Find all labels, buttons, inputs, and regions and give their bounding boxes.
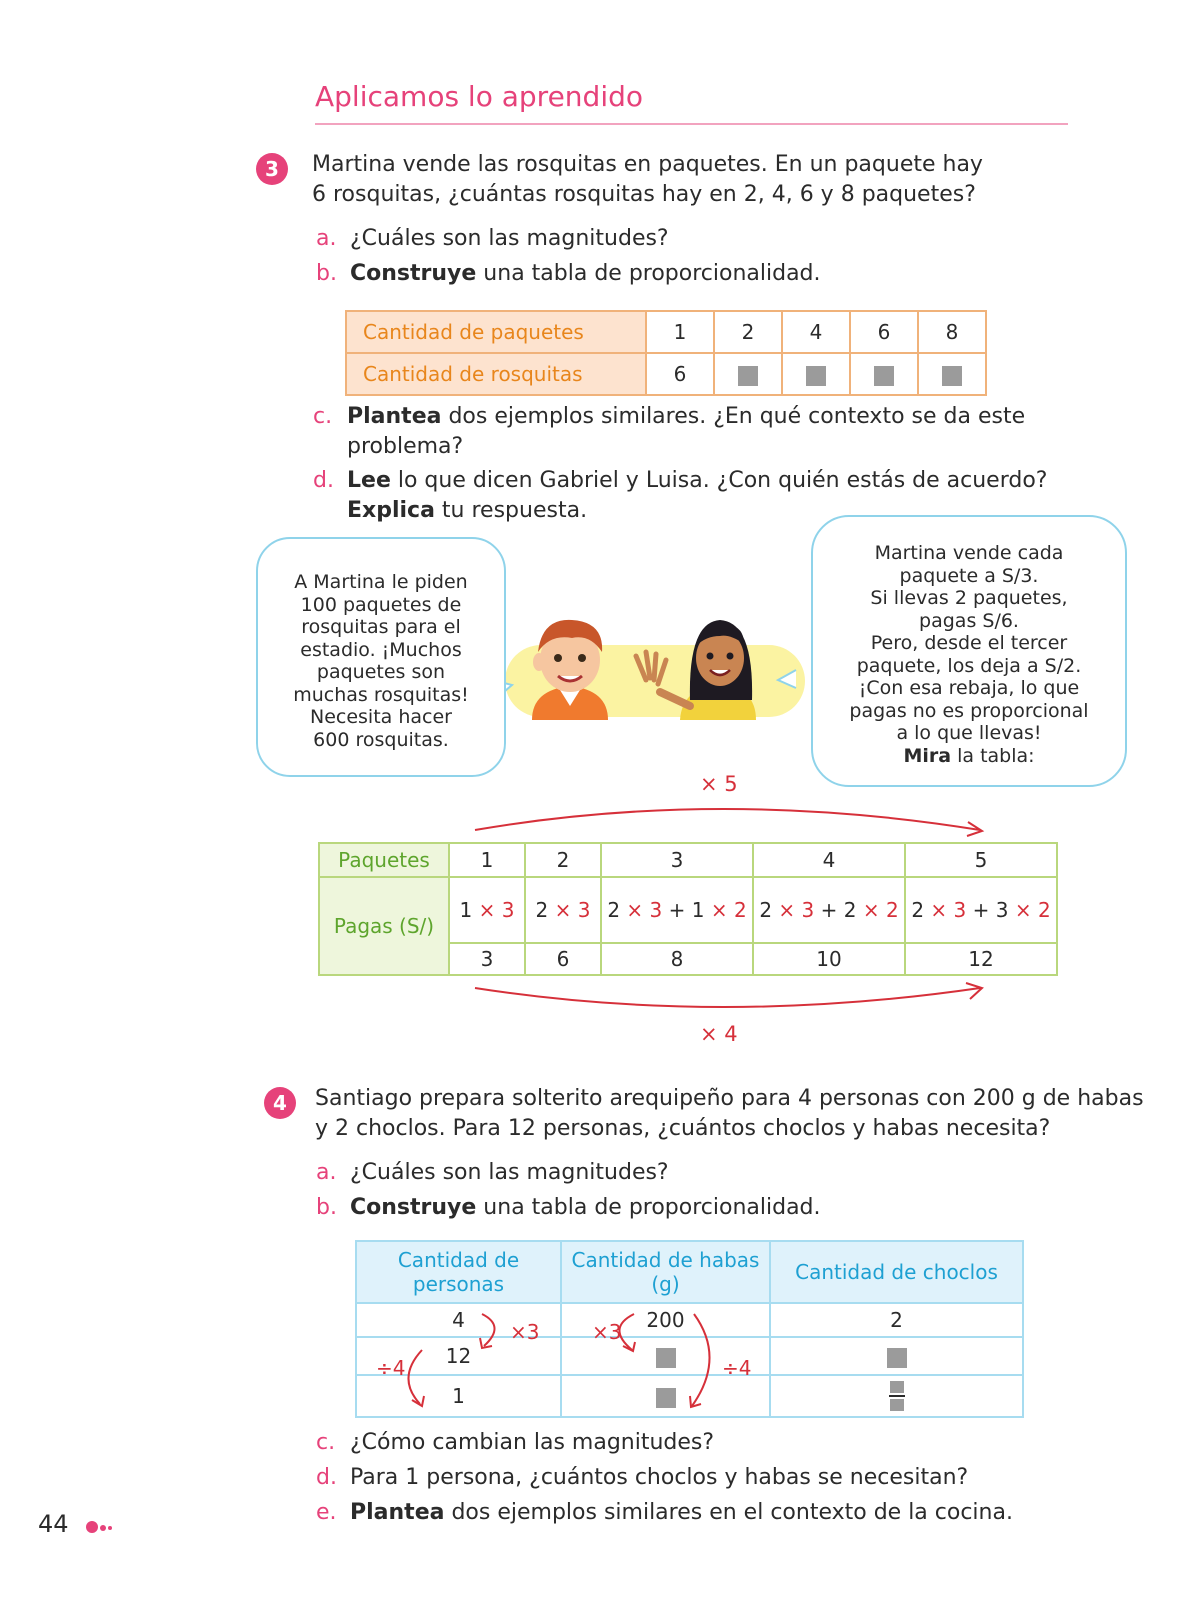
item-text: dos ejemplos similares en el contexto de la cocina. [444, 1500, 1013, 1525]
row-header-pagas: Pagas (S/) [319, 877, 449, 975]
gabriel-character [532, 620, 608, 720]
problem-4-text [315, 1084, 1144, 1144]
blank-cell [770, 1337, 1023, 1375]
arrow-times-4 [470, 980, 990, 1020]
op-div4-personas: ÷4 [376, 1356, 406, 1380]
item-letter: b. [316, 261, 337, 286]
table-row [346, 311, 986, 353]
bubble-line [813, 745, 1125, 768]
table-cell: 12 [905, 943, 1057, 975]
table-cell: 1 [356, 1375, 561, 1417]
formula-part: 2 [607, 898, 627, 922]
rosquitas-table [345, 310, 987, 396]
problem-3-item-c [313, 402, 1053, 462]
formula-part: 2 [535, 898, 555, 922]
item-letter: b. [316, 1195, 337, 1220]
table-cell: 6 [850, 311, 918, 353]
item-letter: e. [316, 1500, 337, 1525]
formula-part: × 3 [554, 898, 591, 922]
blank-square [942, 366, 962, 386]
blank-square [887, 1348, 907, 1368]
table-operator-arrows [370, 1308, 720, 1418]
item-bold-verb: Construye [350, 1195, 477, 1220]
formula-part: × 3 [478, 898, 515, 922]
item-text: ¿Cuáles son las magnitudes? [350, 226, 669, 251]
bubble-line: muchas rosquitas! [293, 683, 469, 706]
bubble-line: paquete a S/3. [899, 564, 1039, 587]
bubble-bold: Mira [903, 744, 952, 767]
table-cell: 1 [449, 843, 525, 877]
header-choclos: Cantidad de choclos [770, 1241, 1023, 1303]
title-divider [315, 123, 1068, 125]
blank-fraction-cell [770, 1375, 1023, 1417]
bubble-line: Necesita hacer [310, 706, 452, 728]
problem-4-item-a [316, 1158, 669, 1188]
bubble-line: Martina vende cada [874, 542, 1064, 564]
table-row [356, 1241, 1023, 1303]
arrow-top-label: × 5 [700, 772, 738, 796]
op-times3-habas: ×3 [592, 1320, 622, 1344]
table-cell: 4 [356, 1303, 561, 1337]
header-personas: Cantidad de personas [356, 1241, 561, 1303]
page-number: 44 [38, 1510, 69, 1538]
item-text: Para 1 persona, ¿cuántos choclos y habas se necesitan? [350, 1465, 969, 1490]
problem-3-item-a [316, 224, 669, 254]
row-header-rosquitas: Cantidad de rosquitas [346, 353, 646, 395]
blank-square [738, 366, 758, 386]
problem-4-line1: Santiago prepara solterito arequipeño para 4 personas con 200 g de habas [315, 1086, 1144, 1111]
item-letter: a. [316, 1160, 337, 1185]
header-habas: Cantidad de habas (g) [561, 1241, 770, 1303]
item-text: ¿Cuáles son las magnitudes? [350, 1160, 669, 1185]
item-text: problema? [347, 434, 464, 459]
blank-cell [850, 353, 918, 395]
item-letter: d. [313, 468, 334, 493]
payment-table [318, 842, 1058, 976]
formula-part: + 3 [966, 898, 1015, 922]
problem-3-line1: Martina vende las rosquitas en paquetes. En un paquete hay [312, 152, 983, 177]
blank-cell [782, 353, 850, 395]
table-cell: 200 [561, 1303, 770, 1337]
section-title: Aplicamos lo aprendido [315, 80, 644, 113]
item-text: dos ejemplos similares. ¿En qué contexto se da este [441, 404, 1026, 429]
table-cell: 4 [782, 311, 850, 353]
problem-3-line2: 6 rosquitas, ¿cuántas rosquitas hay en 2, 4, 6 y 8 paquetes? [312, 182, 976, 207]
item-letter: d. [316, 1465, 337, 1490]
bubble-text: la tabla: [951, 744, 1035, 767]
table-row [346, 353, 986, 395]
item-bold-verb: Plantea [347, 404, 442, 429]
arrow-times-5 [470, 800, 990, 840]
formula-cell [905, 877, 1057, 943]
formula-cell [525, 877, 601, 943]
item-bold-verb: Plantea [350, 1500, 445, 1525]
bubble-line: paquetes son [316, 661, 446, 683]
bubble-line: pagas no es proporcional [849, 699, 1089, 722]
formula-cell [449, 877, 525, 943]
problem-4-badge: 4 [264, 1087, 296, 1119]
table-cell: 8 [918, 311, 986, 353]
bubble-line: 100 paquetes de [300, 593, 462, 616]
row-header-paquetes: Paquetes [319, 843, 449, 877]
item-text: ¿Cómo cambian las magnitudes? [350, 1430, 715, 1455]
blank-square [806, 366, 826, 386]
table-cell: 8 [601, 943, 753, 975]
problem-3-item-b [316, 259, 821, 289]
item-text: tu respuesta. [434, 498, 588, 523]
formula-part: 1 [459, 898, 479, 922]
item-letter: c. [316, 1430, 336, 1455]
formula-part: × 2 [862, 898, 899, 922]
table-cell: 2 [525, 843, 601, 877]
problem-4-item-e [316, 1498, 1013, 1528]
formula-part: × 2 [710, 898, 747, 922]
table-cell: 2 [770, 1303, 1023, 1337]
formula-cell [601, 877, 753, 943]
table-cell: 10 [753, 943, 905, 975]
blank-square [874, 366, 894, 386]
op-times3-personas: ×3 [510, 1320, 540, 1344]
blank-fraction [890, 1381, 904, 1411]
item-letter: a. [316, 226, 337, 251]
formula-part: + 1 [662, 898, 711, 922]
item-text: una tabla de proporcionalidad. [476, 1195, 821, 1220]
formula-part: 2 [759, 898, 779, 922]
blank-cell [918, 353, 986, 395]
formula-cell [753, 877, 905, 943]
bubble-line: Pero, desde el tercer [870, 632, 1068, 654]
bubble-line: pagas S/6. [919, 609, 1019, 632]
speech-bubble-gabriel [256, 537, 506, 777]
item-bold-verb: Construye [350, 261, 477, 286]
formula-part: 2 [911, 898, 931, 922]
item-bold-verb: Lee [347, 468, 391, 493]
bubble-line: Si llevas 2 paquetes, [870, 587, 1068, 609]
problem-3-badge: 3 [256, 153, 288, 185]
problem-4-item-c [316, 1428, 714, 1458]
bubble-line: A Martina le piden [294, 571, 468, 593]
table-cell: 6 [525, 943, 601, 975]
problem-4-item-b [316, 1193, 821, 1223]
problem-4-line2: y 2 choclos. Para 12 personas, ¿cuántos choclos y habas necesita? [315, 1116, 1051, 1141]
item-text: una tabla de proporcionalidad. [476, 261, 821, 286]
formula-part: + 2 [814, 898, 863, 922]
page-dots-icon [86, 1520, 116, 1534]
formula-part: × 3 [626, 898, 663, 922]
bubble-line: rosquitas para el [301, 616, 461, 638]
blank-cell [714, 353, 782, 395]
speech-bubble-luisa [811, 515, 1127, 787]
item-bold-verb: Explica [347, 498, 435, 523]
table-cell: 3 [449, 943, 525, 975]
item-text: lo que dicen Gabriel y Luisa. ¿Con quién estás de acuerdo? [390, 468, 1048, 493]
bubble-line: 600 rosquitas. [313, 728, 449, 751]
table-cell: 2 [714, 311, 782, 353]
table-cell: 12 [356, 1337, 561, 1375]
formula-part: × 3 [778, 898, 815, 922]
table-row [319, 843, 1057, 877]
table-cell: 5 [905, 843, 1057, 877]
bubble-line: a lo que llevas! [896, 722, 1042, 744]
problem-4-item-d [316, 1463, 968, 1493]
row-header-paquetes: Cantidad de paquetes [346, 311, 646, 353]
bubble-line: paquete, los deja a S/2. [856, 654, 1082, 677]
table-cell: 3 [601, 843, 753, 877]
formula-part: × 3 [930, 898, 967, 922]
table-cell: 4 [753, 843, 905, 877]
table-cell: 6 [646, 353, 714, 395]
formula-part: × 2 [1014, 898, 1051, 922]
op-div4-habas: ÷4 [722, 1356, 752, 1380]
table-row [319, 877, 1057, 943]
table-cell: 1 [646, 311, 714, 353]
problem-3-text [312, 150, 983, 210]
bubble-line: ¡Con esa rebaja, lo que [858, 677, 1080, 699]
bubble-line: estadio. ¡Muchos [300, 638, 462, 661]
item-letter: c. [313, 404, 333, 429]
arrow-bottom-label: × 4 [700, 1022, 738, 1046]
